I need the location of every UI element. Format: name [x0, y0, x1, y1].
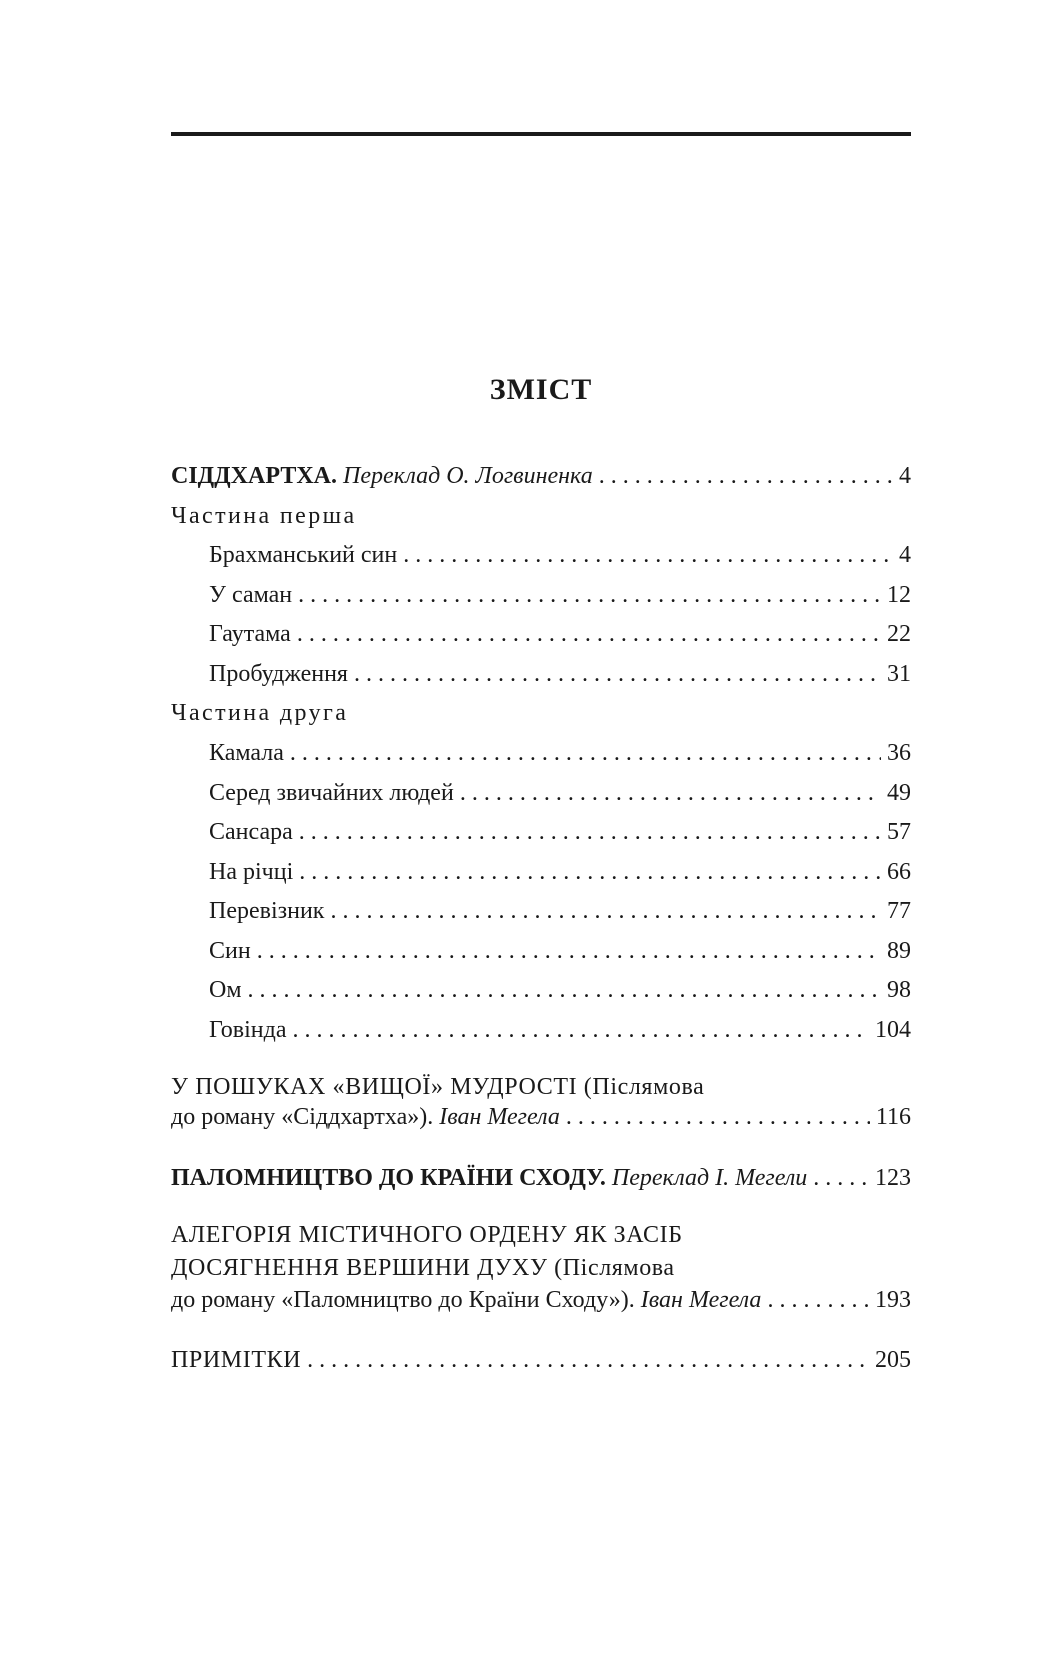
work-title: ПАЛОМНИЦТВО ДО КРАЇНИ СХОДУ.: [171, 1165, 606, 1191]
leader-dots: [299, 819, 881, 846]
leader-dots: [813, 1165, 869, 1192]
chapter-title: Син: [209, 938, 251, 964]
toc-entry[interactable]: [209, 542, 911, 574]
page-number: 193: [875, 1287, 911, 1313]
page-number: 116: [875, 1104, 911, 1130]
toc-entry[interactable]: [209, 938, 911, 970]
chapter-title: Гаутама: [209, 621, 291, 647]
toc-entry[interactable]: [209, 661, 911, 693]
page-number: 4: [899, 463, 911, 489]
page-number: 31: [887, 661, 911, 687]
page-number: 49: [887, 780, 911, 806]
leader-dots: [403, 542, 893, 569]
leader-dots: [298, 582, 881, 609]
translator: Переклад І. Мегели: [611, 1165, 808, 1191]
toc-entry-siddhartha[interactable]: [171, 463, 911, 495]
page-number: 89: [887, 938, 911, 964]
leader-dots: [767, 1287, 869, 1314]
chapter-title: Перевізник: [209, 898, 325, 924]
toc-entry[interactable]: [209, 1017, 911, 1049]
toc-entry[interactable]: [209, 859, 911, 891]
work-title: СІДДХАРТХА.: [171, 463, 337, 489]
page-number: 36: [887, 740, 911, 766]
leader-dots: [299, 859, 881, 886]
page-number: 66: [887, 859, 911, 885]
page-number: 4: [899, 542, 911, 568]
author: Іван Мегела: [640, 1287, 762, 1313]
chapter-title: Пробудження: [209, 661, 348, 687]
afterword-text: до роману «Сіддхартха»).: [171, 1104, 434, 1130]
leader-dots: [599, 463, 893, 490]
afterword-one-line1: У ПОШУКАХ «ВИЩОЇ» МУДРОСТІ (Післямова: [171, 1074, 705, 1100]
chapter-title: Сансара: [209, 819, 293, 845]
toc-entry[interactable]: [209, 780, 911, 812]
page-number: 205: [875, 1347, 911, 1373]
leader-dots: [460, 780, 881, 807]
toc-entry-afterword-one[interactable]: [171, 1104, 911, 1136]
toc-entry-afterword-two[interactable]: [171, 1287, 911, 1319]
page-title: ЗМІСТ: [489, 373, 593, 406]
part-heading-one: Частина перша: [171, 503, 357, 529]
leader-dots: [248, 977, 881, 1004]
page-number: 22: [887, 621, 911, 647]
toc-entry[interactable]: [209, 898, 911, 930]
page-number: 57: [887, 819, 911, 845]
leader-dots: [566, 1104, 870, 1131]
chapter-title: На річці: [209, 859, 294, 885]
leader-dots: [354, 661, 881, 688]
page-number: 12: [887, 582, 911, 608]
page-number: 123: [875, 1165, 911, 1191]
leader-dots: [330, 898, 881, 925]
leader-dots: [290, 740, 881, 767]
toc-entry[interactable]: [209, 621, 911, 653]
chapter-title: У саман: [209, 582, 293, 608]
author: Іван Мегела: [439, 1104, 560, 1130]
leader-dots: [297, 621, 881, 648]
page-number: 77: [887, 898, 911, 924]
afterword-two-line1: АЛЕГОРІЯ МІСТИЧНОГО ОРДЕНУ ЯК ЗАСІБ: [171, 1222, 683, 1248]
notes-title: ПРИМІТКИ: [171, 1347, 302, 1373]
afterword-text: до роману «Паломництво до Країни Сходу»).: [171, 1287, 635, 1313]
leader-dots: [292, 1017, 869, 1044]
part-heading-two: Частина друга: [171, 700, 349, 726]
page-number: 104: [875, 1017, 911, 1043]
top-rule: [171, 132, 911, 136]
leader-dots: [307, 1347, 869, 1374]
toc-entry[interactable]: [209, 582, 911, 614]
toc-entry[interactable]: [209, 819, 911, 851]
toc-entry[interactable]: [209, 977, 911, 1009]
chapter-title: Брахманський син: [209, 542, 398, 568]
chapter-title: Ом: [209, 977, 242, 1003]
toc-entry[interactable]: [209, 740, 911, 772]
leader-dots: [257, 938, 881, 965]
chapter-title: Серед звичайних людей: [209, 780, 454, 806]
translator: Переклад О. Логвиненка: [342, 463, 593, 489]
chapter-title: Камала: [209, 740, 284, 766]
chapter-title: Говінда: [209, 1017, 287, 1043]
afterword-two-line2: ДОСЯГНЕННЯ ВЕРШИНИ ДУХУ (Післямова: [171, 1255, 675, 1281]
toc-entry-notes[interactable]: [171, 1347, 911, 1379]
toc-entry-pilgrimage[interactable]: [171, 1165, 911, 1197]
page-number: 98: [887, 977, 911, 1003]
